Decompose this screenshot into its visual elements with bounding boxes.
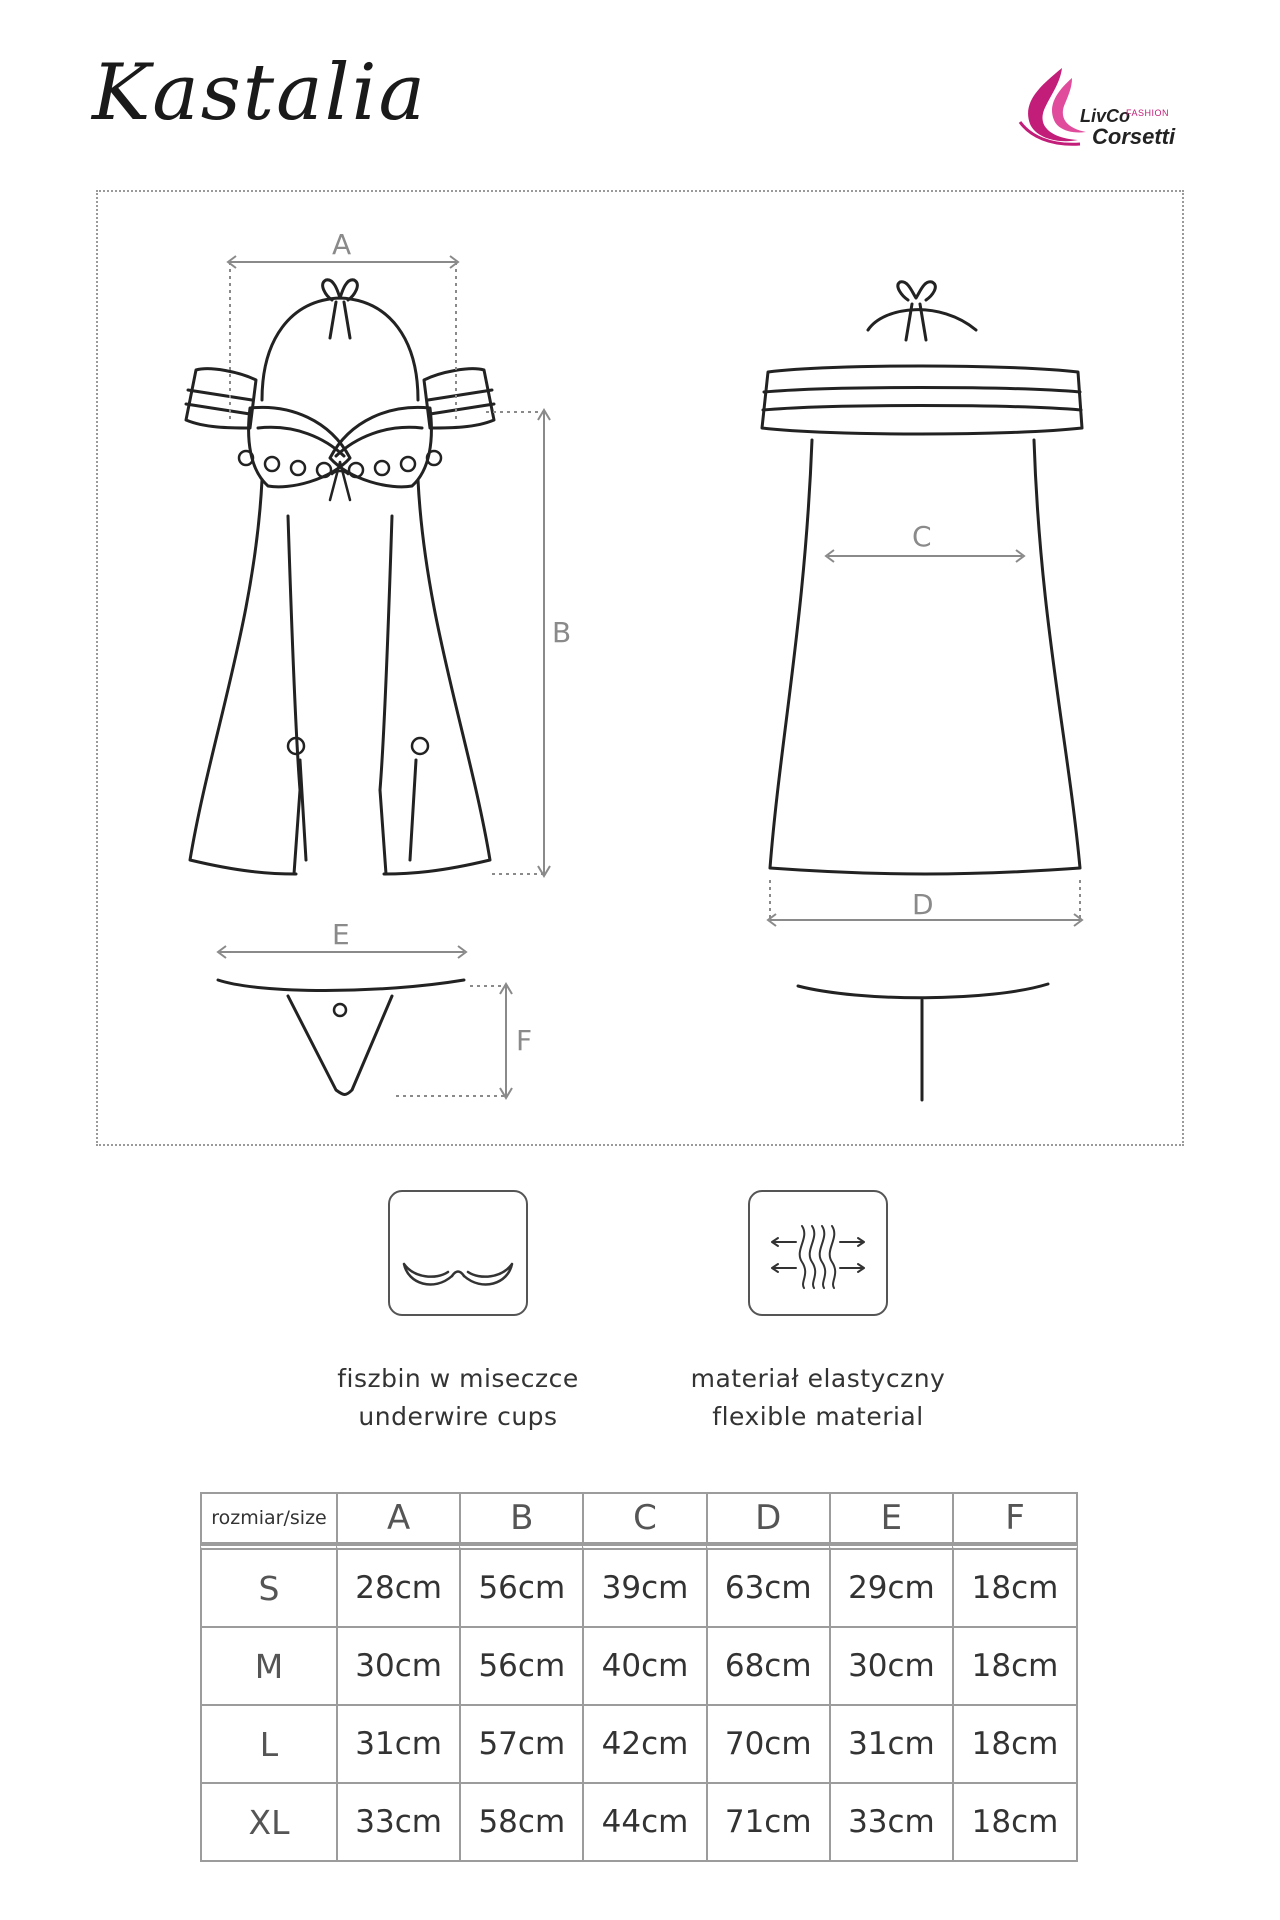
- column-header-a: A: [336, 1492, 459, 1544]
- front-body-outline: [190, 480, 490, 874]
- column-header-d: D: [706, 1492, 829, 1544]
- column-header-e: E: [829, 1492, 952, 1544]
- dim-label-b: B: [552, 616, 572, 649]
- table-cell: 71cm: [706, 1782, 829, 1862]
- table-cell: 56cm: [459, 1626, 582, 1704]
- table-row: [200, 1544, 1078, 1626]
- back-string: [798, 984, 1048, 1100]
- size-label: XL: [200, 1782, 336, 1862]
- feature-underwire: [278, 1360, 638, 1436]
- feature-underwire-en: underwire cups: [358, 1402, 558, 1431]
- table-cell: 68cm: [706, 1626, 829, 1704]
- table-cell: 33cm: [829, 1782, 952, 1862]
- size-label: M: [200, 1626, 336, 1704]
- feature-flexible: [638, 1360, 998, 1436]
- stretch-arrows-icon: [748, 1190, 888, 1316]
- front-string: [218, 980, 464, 1095]
- table-cell: 42cm: [582, 1704, 705, 1782]
- table-row: [200, 1626, 1078, 1704]
- front-flower-trim: [239, 451, 441, 500]
- size-label: L: [200, 1704, 336, 1782]
- dimension-lines: [218, 256, 1082, 1098]
- brand-fashion-tag: FASHION: [1126, 108, 1170, 118]
- size-label: S: [200, 1544, 336, 1626]
- feature-flexible-en: flexible material: [712, 1402, 924, 1431]
- table-cell: 31cm: [829, 1704, 952, 1782]
- dim-label-d: D: [912, 888, 934, 921]
- back-bandeau: [762, 366, 1082, 434]
- feature-underwire-pl: fiszbin w miseczce: [337, 1364, 579, 1393]
- table-cell: 18cm: [952, 1704, 1078, 1782]
- table-cell: 30cm: [336, 1626, 459, 1704]
- front-cap-sleeves: [186, 369, 494, 428]
- table-cell: 30cm: [829, 1626, 952, 1704]
- table-cell: 18cm: [952, 1626, 1078, 1704]
- table-cell: 58cm: [459, 1782, 582, 1862]
- column-header-b: B: [459, 1492, 582, 1544]
- table-cell: 40cm: [582, 1626, 705, 1704]
- back-body-outline: [770, 440, 1080, 874]
- table-cell: 31cm: [336, 1704, 459, 1782]
- table-cell: 56cm: [459, 1544, 582, 1626]
- front-halter-neck: [262, 280, 418, 400]
- brand-name-line2: Corsetti: [1092, 124, 1176, 149]
- table-cell: 39cm: [582, 1544, 705, 1626]
- brand-name-line1: LivCo: [1080, 106, 1131, 126]
- table-cell: 63cm: [706, 1544, 829, 1626]
- dim-label-e: E: [332, 918, 350, 951]
- back-halter-neck: [868, 282, 976, 340]
- table-cell: 57cm: [459, 1704, 582, 1782]
- size-table-corner: rozmiar/size: [200, 1492, 336, 1544]
- table-row: [200, 1704, 1078, 1782]
- table-cell: 33cm: [336, 1782, 459, 1862]
- dim-label-f: F: [516, 1024, 533, 1057]
- size-table-header: [200, 1492, 1078, 1544]
- dim-label-a: A: [332, 228, 352, 261]
- table-cell: 44cm: [582, 1782, 705, 1862]
- product-title: Kastalia: [92, 48, 428, 138]
- underwire-cups-icon: [388, 1190, 528, 1316]
- table-cell: 18cm: [952, 1544, 1078, 1626]
- dim-label-c: C: [912, 520, 932, 553]
- table-row: [200, 1782, 1078, 1862]
- size-chart-table: [200, 1492, 1078, 1862]
- feature-flexible-pl: materiał elastyczny: [690, 1364, 946, 1393]
- table-cell: 70cm: [706, 1704, 829, 1782]
- table-cell: 18cm: [952, 1782, 1078, 1862]
- table-cell: 28cm: [336, 1544, 459, 1626]
- column-header-f: F: [952, 1492, 1078, 1544]
- front-bust-cups: [249, 407, 432, 486]
- table-cell: 29cm: [829, 1544, 952, 1626]
- column-header-c: C: [582, 1492, 705, 1544]
